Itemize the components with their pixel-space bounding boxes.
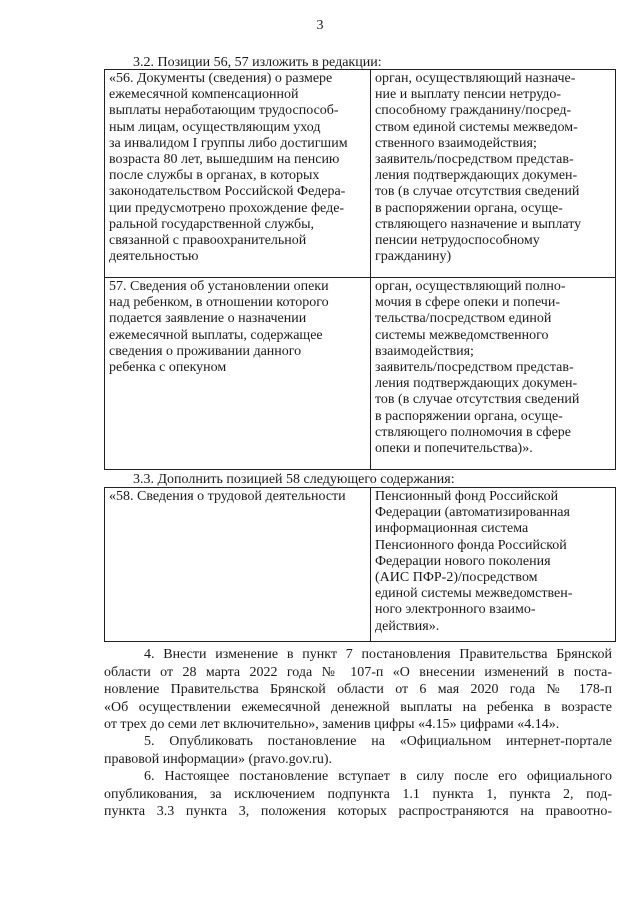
cell-line: пенсии нетрудоспособному	[375, 233, 540, 249]
cell-line: Пенсионный фонд Российской	[375, 489, 559, 504]
cell-line: ние и выплату пенсии нетрудо-	[375, 87, 562, 103]
cell-line: ным лицам, осуществляющим уход	[109, 119, 321, 135]
cell-line: Федерации нового поколения	[375, 553, 551, 569]
cell-line: заявитель/посредством представ-	[375, 360, 574, 376]
positions-56-57-table	[104, 69, 616, 470]
paragraph-line: опубликования, за исключением подпункта 1.1 пункта 1, пункта 2, под-	[104, 786, 612, 802]
cell-line: гражданину)	[375, 249, 452, 265]
paragraph-line: от трех до семи лет включительно», заменив цифры «4.15» цифрами «4.14».	[104, 717, 560, 733]
cell-line: ции предусмотрено прохождение феде-	[109, 200, 345, 216]
cell-line: ственного взаимодействия;	[375, 135, 537, 151]
cell-line: Пенсионного фонда Российской	[375, 537, 567, 553]
paragraph-line: пункта 3.3 пункта 3, положения которых распространяются на правоотно-	[104, 804, 612, 820]
paragraph-line: новление Правительства Брянской области от 6 мая 2020 года № 178-п	[104, 682, 612, 698]
section-3-2-heading: 3.2. Позиции 56, 57 изложить в редакции:	[133, 55, 382, 70]
cell-line: в распоряжении органа, осуще-	[375, 408, 563, 424]
cell-line: мочия в сфере опеки и попечи-	[375, 295, 561, 311]
cell-line: выплаты неработающим трудоспособ-	[109, 103, 339, 119]
cell-line: ребенка с опекуном	[109, 360, 227, 376]
position-58-table	[104, 487, 616, 642]
cell-line: ного электронного взаимо-	[375, 602, 536, 618]
cell-line: связанной с правоохранительной	[109, 233, 307, 249]
table-row-56	[105, 70, 616, 278]
cell-line: законодательством Российской Федера-	[109, 184, 346, 200]
row-56-document-cell	[105, 70, 371, 278]
cell-line: единой системы межведомствен-	[375, 586, 573, 602]
cell-line: ежемесячной выплаты, содержащее	[109, 327, 323, 343]
cell-line: ральной государственной службы,	[109, 216, 315, 232]
paragraph-line: «Об осуществлении ежемесячной денежной выплаты на ребенка в возрасте	[104, 699, 612, 715]
cell-line: за инвалидом I группы либо достигшим	[109, 135, 348, 151]
row-56-source-cell	[371, 70, 616, 278]
row-57-document-cell	[105, 278, 371, 470]
cell-line: Федерации (автоматизированная	[375, 505, 570, 521]
row-58-document-cell	[105, 488, 371, 642]
cell-line: способному гражданину/посред-	[375, 103, 572, 119]
paragraph-5	[104, 733, 612, 768]
cell-line: тов (в случае отсутствия сведений	[375, 392, 580, 408]
paragraph-4	[104, 646, 612, 734]
cell-line: тов (в случае отсутствия сведений	[375, 184, 580, 200]
paragraph-6	[104, 768, 612, 821]
cell-line: над ребенком, в отношении которого	[109, 295, 329, 311]
paragraph-line: правовой информации» (pravo.gov.ru).	[104, 751, 332, 767]
cell-line: сведения о проживании данного	[109, 343, 302, 359]
cell-line: ления подтверждающих докумен-	[375, 168, 578, 184]
table-row-58	[105, 488, 616, 642]
table-row-57	[105, 278, 616, 470]
cell-line: информационная система	[375, 521, 529, 537]
cell-line: ежемесячной компенсационной	[109, 87, 299, 103]
cell-line: действия».	[375, 618, 440, 634]
cell-line: тельства/посредством единой	[375, 311, 552, 327]
cell-line: орган, осуществляющий назначе-	[375, 71, 576, 86]
cell-line: заявитель/посредством представ-	[375, 152, 574, 168]
paragraph-line: 5. Опубликовать постановление на «Официальном интернет-портале	[144, 734, 612, 749]
cell-line: ствляющего назначение и выплату	[375, 216, 582, 232]
paragraph-line: области от 28 марта 2022 года № 107-п «О внесении изменений в поста-	[104, 664, 612, 680]
cell-line: орган, осуществляющий полно-	[375, 279, 566, 294]
section-3-3-heading: 3.3. Дополнить позицией 58 следующего содержания:	[133, 472, 455, 487]
cell-line: возраста 80 лет, вышедшим на пенсию	[109, 152, 340, 168]
cell-line: деятельностью	[109, 249, 199, 265]
cell-line: «58. Сведения о трудовой деятельности	[109, 489, 346, 504]
row-58-source-cell	[371, 488, 616, 642]
paragraph-line: 4. Внести изменение в пункт 7 постановления Правительства Брянской	[144, 647, 612, 662]
cell-line: системы межведомственного	[375, 327, 549, 343]
cell-line: ством единой системы межведом-	[375, 119, 578, 135]
paragraph-line: 6. Настоящее постановление вступает в силу после его официального	[144, 769, 612, 784]
cell-line: после службы в органах, в которых	[109, 168, 320, 184]
cell-line: ления подтверждающих докумен-	[375, 376, 578, 392]
row-57-source-cell	[371, 278, 616, 470]
cell-line: взаимодействия;	[375, 343, 474, 359]
cell-line: (АИС ПФР-2)/посредством	[375, 570, 538, 586]
cell-line: опеки и попечительства)».	[375, 441, 533, 457]
cell-line: 57. Сведения об установлении опеки	[109, 279, 329, 294]
page-number: 3	[316, 18, 324, 33]
cell-line: в распоряжении органа, осуще-	[375, 200, 563, 216]
cell-line: подается заявление о назначении	[109, 311, 307, 327]
cell-line: «56. Документы (сведения) о размере	[109, 71, 333, 86]
cell-line: ствляющего полномочия в сфере	[375, 424, 572, 440]
